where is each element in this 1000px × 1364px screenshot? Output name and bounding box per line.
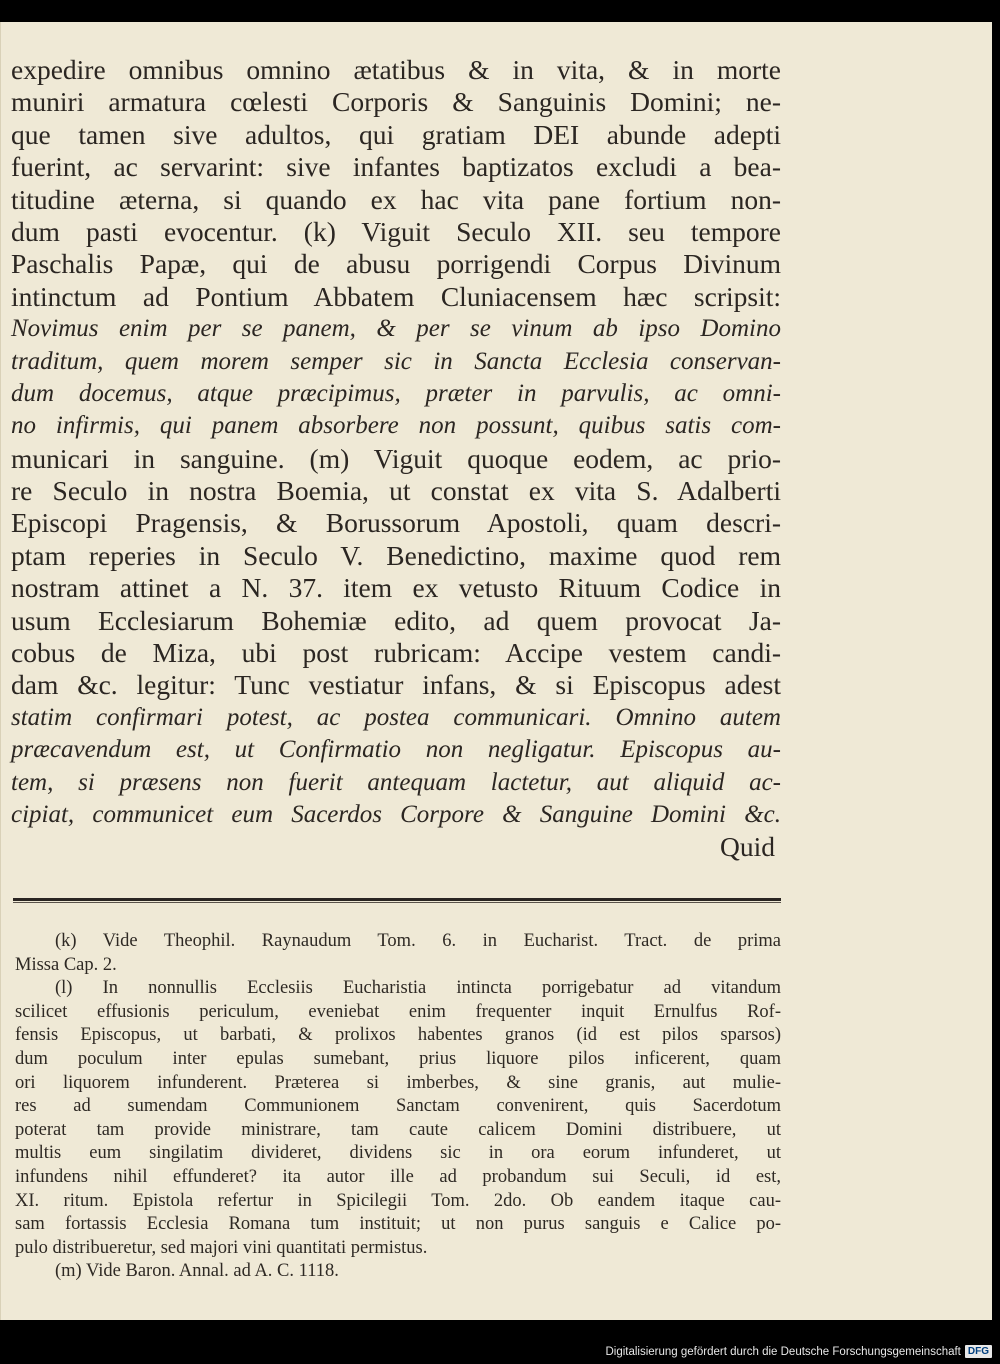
footnote-line: ori liquorem infunderent. Præterea si imberbes, & sine granis, aut mulie- xyxy=(15,1072,781,1093)
dfg-logo: DFG xyxy=(965,1345,992,1358)
text-line: no infirmis, qui panem absorbere non possunt, quibus satis com- xyxy=(11,412,781,440)
text-line: dum pasti evocentur. (k) Viguit Seculo XII. seu tempore xyxy=(11,215,781,247)
footnote-line: poterat tam provide ministrare, tam caute calicem Domini distribuere, ut xyxy=(15,1119,781,1140)
text-line: titudine æterna, si quando ex hac vita pane fortium non- xyxy=(11,183,781,215)
main-text-block xyxy=(11,54,781,864)
text-line: municari in sanguine. (m) Viguit quoque eodem, ac prio- xyxy=(11,442,781,474)
text-line: Paschalis Papæ, qui de abusu porrigendi Corpus Divinum xyxy=(11,248,781,280)
text-line: cipiat, communicet eum Sacerdos Corpore & Sanguine Domini &c. xyxy=(11,800,781,828)
text-line: præcavendum est, ut Confirmatio non negligatur. Episcopus au- xyxy=(11,736,781,764)
text-line: muniri armatura cœlesti Corporis & Sanguinis Domini; ne- xyxy=(11,86,781,118)
footnote-line: pulo distribueretur, sed majori vini quantitati permistus. xyxy=(15,1237,428,1258)
text-line: fuerint, ac servarint: sive infantes baptizatos excludi a bea- xyxy=(11,151,781,183)
text-line: cobus de Miza, ubi post rubricam: Accipe vestem candi- xyxy=(11,637,781,669)
text-line: Novimus enim per se panem, & per se vinum ab ipso Domino xyxy=(11,315,781,343)
footnote-line: Missa Cap. 2. xyxy=(15,954,117,975)
text-line: intinctum ad Pontium Abbatem Cluniacensem hæc scripsit: xyxy=(11,280,781,312)
footnotes-block xyxy=(15,930,781,1284)
text-line: Episcopi Pragensis, & Borussorum Apostoli, quam descri- xyxy=(11,507,781,539)
text-line: dum docemus, atque præcipimus, præter in parvulis, ac omni- xyxy=(11,379,781,407)
text-line: statim confirmari potest, ac postea communicari. Omnino autem xyxy=(11,703,781,731)
footnote-line: dum poculum inter epulas sumebant, prius liquore pilos inficerent, quam xyxy=(15,1048,781,1069)
footer-credit xyxy=(605,1345,992,1358)
footnote-separator-rule xyxy=(13,898,781,904)
footnote-line: fensis Episcopus, ut barbati, & prolixos habentes granos (id est pilos sparsos) xyxy=(15,1025,781,1046)
footnote-line: (m) Vide Baron. Annal. ad A. C. 1118. xyxy=(55,1261,339,1282)
rule-thin xyxy=(13,902,781,903)
text-line: tem, si præsens non fuerit antequam lactetur, aut aliquid ac- xyxy=(11,768,781,796)
text-line: que tamen sive adultos, qui gratiam DEI abunde adepti xyxy=(11,118,781,150)
footnote-line: scilicet effusionis periculum, eveniebat enim frequenter inquit Ernulfus Rof- xyxy=(15,1001,781,1022)
footnote-line: res ad sumendam Communionem Sanctam convenirent, quis Sacerdotum xyxy=(15,1096,781,1117)
text-line: ptam reperies in Seculo V. Benedictino, maxime quod rem xyxy=(11,539,781,571)
footer-credit-text: Digitalisierung gefördert durch die Deutsche Forschungsgemeinschaft xyxy=(605,1345,961,1358)
footnote-line: (l) In nonnullis Ecclesiis Eucharistia intincta porrigebatur ad vitandum xyxy=(55,978,781,999)
footnote-line: sam fortassis Ecclesia Romana tum instituit; ut non purus sanguis e Calice po- xyxy=(15,1214,781,1235)
catchword: Quid xyxy=(720,831,775,863)
footnote-line: infundens nihil effunderet? ita autor ille ad probandum sui Seculi, id est, xyxy=(15,1166,781,1187)
text-line: usum Ecclesiarum Bohemiæ edito, ad quem provocat Ja- xyxy=(11,604,781,636)
text-line: traditum, quem morem semper sic in Sancta Ecclesia conservan- xyxy=(11,347,781,375)
footnote-line: multis eum singilatim divideret, dividens sic in ora eorum infunderet, ut xyxy=(15,1143,781,1164)
text-line: dam &c. legitur: Tunc vestiatur infans, & si Episcopus adest xyxy=(11,669,781,701)
rule-thick xyxy=(13,898,781,901)
text-line: expedire omnibus omnino ætatibus & in vita, & in morte xyxy=(11,54,781,85)
text-line: nostram attinet a N. 37. item ex vetusto Rituum Codice in xyxy=(11,572,781,604)
text-line: re Seculo in nostra Boemia, ut constat ex vita S. Adalberti xyxy=(11,475,781,507)
book-page xyxy=(0,22,992,1320)
footnote-line: (k) Vide Theophil. Raynaudum Tom. 6. in Eucharist. Tract. de prima xyxy=(55,931,781,951)
footnote-line: XI. ritum. Epistola refertur in Spicilegii Tom. 2do. Ob eandem itaque cau- xyxy=(15,1190,781,1211)
